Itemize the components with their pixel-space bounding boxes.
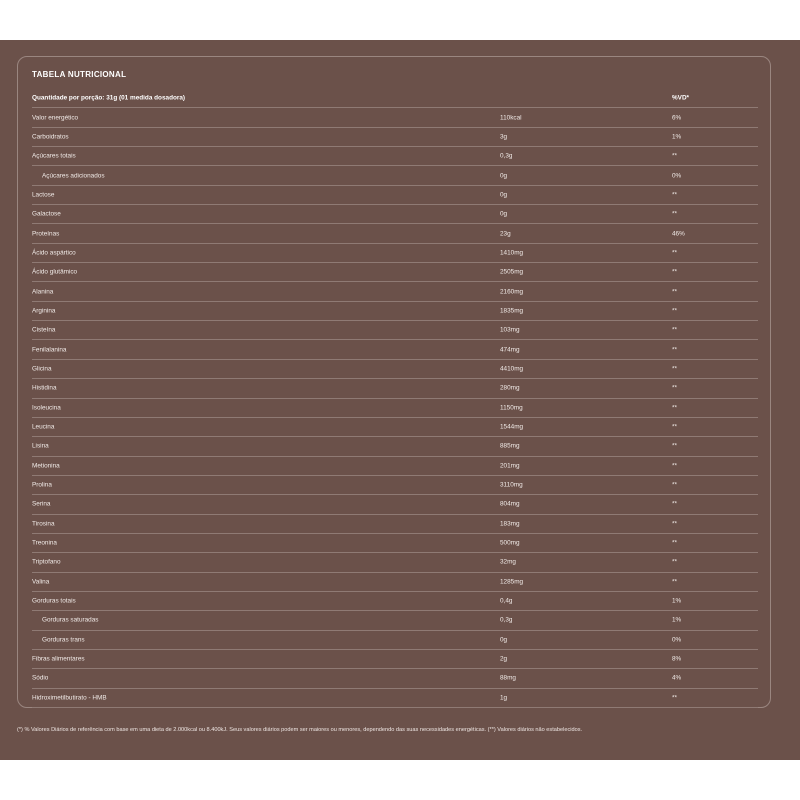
nutrient-name: Glicina	[32, 365, 52, 373]
table-row	[32, 379, 758, 398]
table-row	[32, 495, 758, 514]
nutrient-daily-value: **	[672, 307, 677, 315]
nutrient-name: Triptofano	[32, 558, 61, 566]
nutrient-rows	[32, 108, 758, 708]
table-row	[32, 224, 758, 243]
table-header-row	[32, 89, 758, 108]
nutrient-daily-value: **	[672, 423, 677, 431]
nutrient-name: Sódio	[32, 674, 49, 682]
nutrient-daily-value: 6%	[672, 114, 682, 122]
nutrient-quantity: 201mg	[500, 462, 520, 470]
nutrient-quantity: 183mg	[500, 520, 520, 528]
footnote: (*) % Valores Diários de referência com base em uma dieta de 2.000kcal ou 8.400kJ. Seus valores diários podem ser maiores ou menores, dependendo das suas necessidades energéticas. (**) Valores diários não estabelecidos.	[17, 727, 583, 733]
nutrient-quantity: 1835mg	[500, 307, 524, 315]
nutrient-name: Galactose	[32, 210, 61, 218]
nutrient-daily-value: **	[672, 404, 677, 412]
nutrient-daily-value: **	[672, 288, 677, 296]
nutrient-quantity: 1150mg	[500, 404, 523, 412]
table-row	[32, 360, 758, 379]
nutrient-daily-value: **	[672, 462, 677, 470]
nutrient-name: Fenilalanina	[32, 346, 67, 354]
nutrient-quantity: 1g	[500, 694, 508, 702]
nutrient-name: Valor energético	[32, 114, 79, 122]
nutrient-quantity: 1285mg	[500, 578, 524, 586]
nutrient-name: Arginina	[32, 307, 56, 315]
nutrient-daily-value: **	[672, 539, 677, 547]
table-row	[32, 166, 758, 185]
nutrient-quantity: 500mg	[500, 539, 520, 547]
table-row	[32, 553, 758, 572]
nutrient-daily-value: **	[672, 384, 677, 392]
nutrient-daily-value: **	[672, 268, 677, 276]
nutrient-quantity: 2505mg	[500, 268, 524, 276]
nutrient-name: Serina	[32, 500, 51, 508]
table-row	[32, 321, 758, 340]
nutrient-quantity: 32mg	[500, 558, 516, 566]
nutrient-daily-value: 4%	[672, 674, 682, 682]
nutrient-name: Histidina	[32, 384, 57, 392]
nutrient-name: Metionina	[32, 462, 60, 470]
nutrient-name: Ácido aspártico	[32, 249, 76, 257]
table-row	[32, 669, 758, 688]
nutrient-daily-value: 1%	[672, 616, 682, 624]
table-row	[32, 128, 758, 147]
nutrient-daily-value: **	[672, 442, 677, 450]
nutrient-quantity: 3110mg	[500, 481, 523, 489]
nutrient-daily-value: **	[672, 326, 677, 334]
table-row	[32, 147, 758, 166]
nutrient-quantity: 804mg	[500, 500, 520, 508]
table-row	[32, 340, 758, 359]
nutrient-quantity: 0g	[500, 191, 508, 199]
nutrition-table	[32, 89, 758, 708]
nutrient-name: Gorduras saturadas	[42, 616, 99, 624]
table-row	[32, 650, 758, 669]
nutrient-name: Açúcares adicionados	[42, 172, 105, 180]
nutrient-daily-value: 0%	[672, 172, 682, 180]
nutrient-daily-value: **	[672, 191, 677, 199]
nutrient-name: Carboidratos	[32, 133, 69, 141]
nutrient-quantity: 4410mg	[500, 365, 524, 373]
nutrient-quantity: 1544mg	[500, 423, 524, 431]
nutrient-daily-value: **	[672, 558, 677, 566]
nutrient-quantity: 0g	[500, 172, 508, 180]
table-row	[32, 399, 758, 418]
nutrient-name: Gorduras trans	[42, 636, 85, 644]
table-row	[32, 282, 758, 301]
nutrient-daily-value: **	[672, 365, 677, 373]
table-row	[32, 457, 758, 476]
table-row	[32, 437, 758, 456]
table-row	[32, 611, 758, 630]
nutrient-name: Isoleucina	[32, 404, 61, 412]
table-row	[32, 244, 758, 263]
nutrient-daily-value: **	[672, 249, 677, 257]
nutrient-quantity: 23g	[500, 230, 511, 238]
nutrient-name: Fibras alimentares	[32, 655, 85, 663]
nutrient-quantity: 1410mg	[500, 249, 524, 257]
table-row	[32, 186, 758, 205]
nutrient-quantity: 2g	[500, 655, 508, 663]
nutrient-name: Tirosina	[32, 520, 55, 528]
table-row	[32, 205, 758, 224]
nutrient-name: Açúcares totais	[32, 152, 76, 160]
nutrient-name: Hidroximetilbutirato - HMB	[32, 694, 107, 702]
serving-size-label: Quantidade por porção: 31g (01 medida dosadora)	[32, 94, 186, 102]
nutrient-name: Proteínas	[32, 230, 60, 238]
table-row	[32, 573, 758, 592]
nutrient-quantity: 103mg	[500, 326, 520, 334]
nutrient-daily-value: 0%	[672, 636, 682, 644]
nutrient-daily-value: **	[672, 346, 677, 354]
nutrient-quantity: 3g	[500, 133, 508, 141]
nutrient-quantity: 110kcal	[500, 114, 522, 122]
nutrient-name: Lisina	[32, 442, 49, 450]
nutrient-daily-value: **	[672, 152, 677, 160]
nutrient-daily-value: 8%	[672, 655, 682, 663]
table-title: TABELA NUTRICIONAL	[32, 70, 127, 79]
table-row	[32, 108, 758, 127]
nutrient-daily-value: **	[672, 210, 677, 218]
nutrient-name: Cisteína	[32, 326, 56, 334]
table-row	[32, 631, 758, 650]
nutrient-quantity: 474mg	[500, 346, 520, 354]
nutrient-name: Alanina	[32, 288, 54, 296]
nutrient-daily-value: **	[672, 481, 677, 489]
table-row	[32, 263, 758, 282]
nutrient-daily-value: 46%	[672, 230, 685, 238]
nutrient-name: Lactose	[32, 191, 55, 199]
nutrient-daily-value: **	[672, 694, 677, 702]
table-row	[32, 418, 758, 437]
nutrient-quantity: 0,4g	[500, 597, 513, 605]
table-row	[32, 689, 758, 708]
table-row	[32, 534, 758, 553]
nutrient-daily-value: **	[672, 500, 677, 508]
nutrient-quantity: 0,3g	[500, 616, 513, 624]
nutrient-name: Valina	[32, 578, 50, 586]
nutrient-quantity: 0,3g	[500, 152, 513, 160]
nutrient-quantity: 280mg	[500, 384, 520, 392]
table-row	[32, 302, 758, 321]
table-row	[32, 515, 758, 534]
table-row	[32, 476, 758, 495]
nutrient-quantity: 0g	[500, 210, 508, 218]
nutrient-quantity: 88mg	[500, 674, 516, 682]
nutrient-name: Ácido glutâmico	[32, 268, 78, 276]
nutrient-quantity: 2160mg	[500, 288, 524, 296]
nutrient-name: Treonina	[32, 539, 57, 547]
nutrient-name: Gorduras totais	[32, 597, 76, 605]
nutrient-daily-value: **	[672, 520, 677, 528]
nutrient-daily-value: 1%	[672, 597, 682, 605]
nutrient-quantity: 0g	[500, 636, 508, 644]
nutrient-name: Leucina	[32, 423, 55, 431]
nutrient-daily-value: **	[672, 578, 677, 586]
table-row	[32, 592, 758, 611]
nutrient-quantity: 885mg	[500, 442, 520, 450]
header-daily-value: %VD*	[672, 94, 690, 102]
nutrient-daily-value: 1%	[672, 133, 682, 141]
nutrient-name: Prolina	[32, 481, 52, 489]
